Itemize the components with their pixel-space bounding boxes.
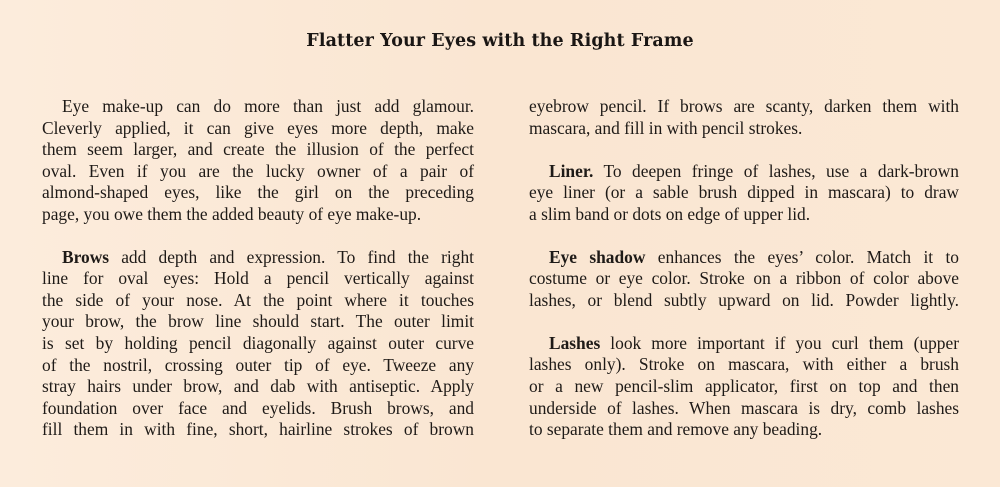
eye-shadow-paragraph (529, 247, 959, 312)
lashes-first-line: look more important if you curl them (upper (600, 332, 959, 353)
paragraph-line: eyebrow pencil. If brows are scanty, darken them with (529, 96, 959, 116)
paragraph-line (42, 247, 474, 269)
paragraph-line: eye liner (or a sable brush dipped in mascara) to draw (529, 182, 959, 203)
paragraph-line (529, 161, 959, 183)
paragraph-line (529, 333, 959, 355)
paragraph-line (529, 247, 959, 269)
paragraph-line: a slim band or dots on edge of upper lid. (529, 203, 811, 224)
brows-first-line: add depth and expression. To find the right (109, 246, 474, 267)
brows-paragraph (42, 247, 474, 441)
right-column (529, 96, 959, 441)
paragraph-line: lashes only). Stroke on mascara, with either a brush (529, 354, 959, 375)
lashes-paragraph (529, 333, 959, 441)
paragraph-line: line for oval eyes: Hold a pencil vertically against (42, 268, 474, 289)
paragraph-line: to separate them and remove any beading. (529, 419, 823, 440)
paragraph-line: fill them in with fine, short, hairline strokes of brown (42, 419, 474, 440)
paragraph-line: lashes, or blend subtly upward on lid. Powder lightly. (529, 289, 959, 310)
paragraph-line: mascara, and fill in with pencil strokes. (529, 117, 803, 138)
liner-paragraph (529, 161, 959, 226)
left-column (42, 96, 474, 441)
liner-first-line: To deepen fringe of lashes, use a dark-brown (593, 160, 959, 181)
paragraph-line: foundation over face and eyelids. Brush brows, and (42, 397, 474, 418)
paragraph-line: is set by holding pencil diagonally against outer curve (42, 332, 474, 353)
paragraph-line: or a new pencil-slim applicator, first on top and then (529, 375, 959, 396)
paragraph-line: them seem larger, and create the illusion of the perfect (42, 139, 474, 160)
liner-heading: Liner. (549, 160, 594, 181)
page-title: Flatter Your Eyes with the Right Frame (306, 31, 694, 51)
paragraph-line: underside of lashes. When mascara is dry, comb lashes (529, 397, 959, 418)
lashes-heading: Lashes (549, 332, 601, 353)
paragraph-line: page, you owe them the added beauty of eye make-up. (42, 203, 422, 224)
brows-continued-paragraph (529, 96, 959, 139)
paragraph-line: Eye make-up can do more than just add glamour. (62, 96, 474, 116)
paragraph-line: oval. Even if you are the lucky owner of a pair of (42, 160, 474, 181)
paragraph-line: of the nostril, crossing outer tip of eye. Tweeze any (42, 354, 474, 375)
paragraph-line: your brow, the brow line should start. The outer limit (42, 311, 474, 332)
paragraph-line: stray hairs under brow, and dab with antiseptic. Apply (42, 376, 474, 397)
eye-shadow-heading: Eye shadow (549, 246, 646, 267)
paragraph-line: almond-shaped eyes, like the girl on the preceding (42, 182, 474, 203)
intro-paragraph (42, 96, 474, 225)
eye-shadow-first-line: enhances the eyes’ color. Match it to (645, 246, 959, 267)
paragraph-line: the side of your nose. At the point where it touches (42, 289, 474, 310)
brows-heading: Brows (62, 246, 110, 267)
paragraph-line: costume or eye color. Stroke on a ribbon of color above (529, 268, 959, 289)
paragraph-line: Cleverly applied, it can give eyes more depth, make (42, 117, 474, 138)
